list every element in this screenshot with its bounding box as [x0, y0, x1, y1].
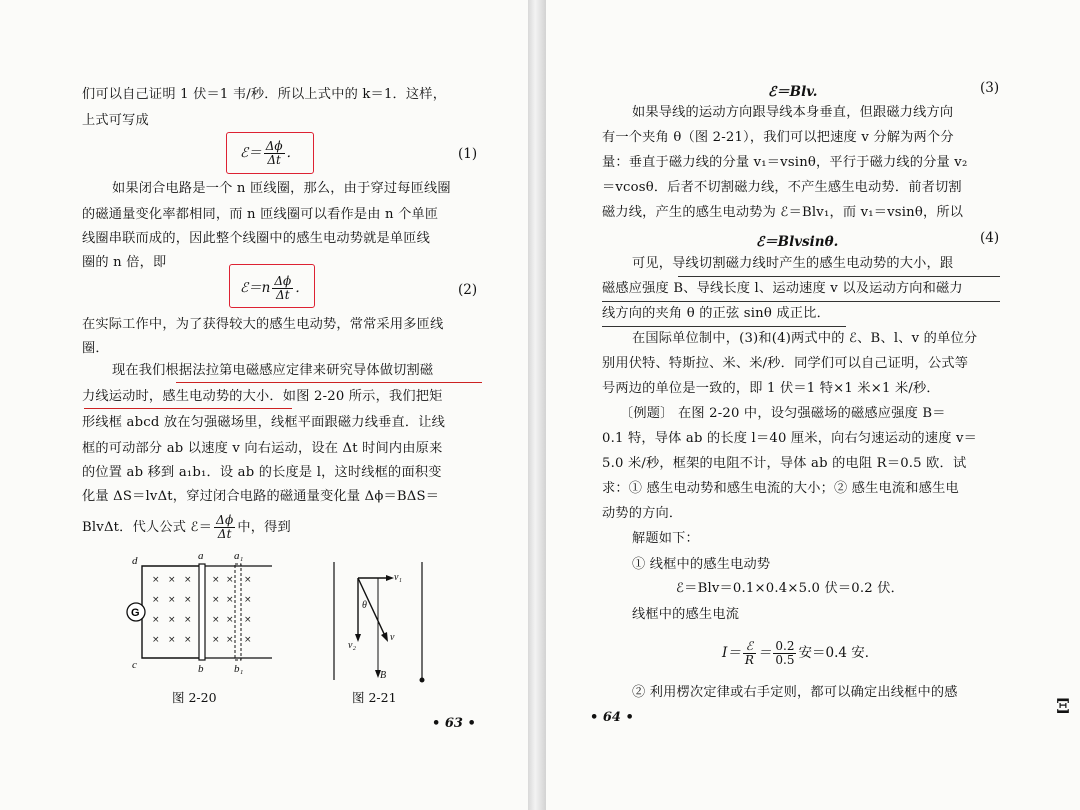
svg-text:×: × — [152, 615, 160, 625]
text-line: ＝vcosθ．后者不切割磁力线，不产生感生电动势．前者切割 — [602, 180, 962, 195]
text-line: 形线框 abcd 放在匀强磁场里，线框平面跟磁力线垂直．让线 — [82, 415, 446, 430]
page-number: • 63 • — [432, 716, 476, 731]
right-page — [546, 0, 1080, 810]
equation-label: (1) — [458, 146, 478, 162]
edge-mark: Ξ — [1056, 694, 1071, 718]
equation-label: (2) — [458, 282, 478, 298]
text-line: 5.0 米/秒，框架的电阻不计，导体 ab 的电阻 R＝0.5 欧．试 — [602, 456, 967, 471]
svg-text:×: × — [152, 595, 160, 605]
figure-2-21 — [328, 556, 438, 686]
text-line: BlvΔt．代人公式 ℰ＝ $\frac{\Delta\phi}{\Delta t}$ 中，得到 — [82, 513, 291, 541]
svg-text:×: × — [226, 635, 234, 645]
text-line: 上式可写成 — [82, 113, 149, 128]
svg-text:×: × — [184, 575, 192, 585]
figure-caption: 图 2-20 — [172, 690, 217, 705]
text-line: 号两边的单位是一致的，即 1 伏＝1 特×1 米×1 米/秒． — [602, 381, 940, 396]
svg-text:v₂: v₂ — [348, 640, 356, 651]
text-line: 0.1 特，导体 ab 的长度 l＝40 厘米，向右匀速运动的速度 v＝ — [602, 431, 978, 446]
svg-text:v₁: v₁ — [394, 572, 402, 583]
underline — [602, 301, 1000, 302]
text-line: 圈的 n 倍，即 — [82, 255, 167, 270]
svg-text:×: × — [212, 575, 220, 585]
svg-text:×: × — [184, 615, 192, 625]
text-line: 化量 ΔS＝lvΔt，穿过闭合电路的磁通量变化量 Δϕ＝BΔS＝ — [82, 489, 440, 504]
text-line: 在实际工作中，为了获得较大的感生电动势，常常采用多匝线 — [82, 317, 444, 332]
text-line: 求：① 感生电动势和感生电流的大小；② 感生电流和感生电 — [602, 481, 959, 496]
label-d: d — [132, 555, 138, 567]
text-line: 线框中的感生电流 — [632, 607, 740, 622]
label-b: b — [198, 663, 204, 675]
underline — [678, 276, 1000, 277]
equation-5: I＝ $\frac{\text{ℰ}}{R}$ ＝ $\frac{0.2}{0.5}$ 安＝0.4 安． — [722, 639, 879, 667]
equation-label: (3) — [980, 80, 1000, 96]
highlight-box — [226, 132, 314, 174]
text-line: ② 利用楞次定律或右手定则，都可以确定出线框中的感 — [632, 685, 958, 700]
svg-text:×: × — [226, 575, 234, 585]
svg-text:×: × — [184, 595, 192, 605]
page-number: • 64 • — [590, 710, 634, 725]
equation-4: ℰ＝Blvsinθ. — [756, 234, 839, 250]
figure-2-20 — [112, 548, 282, 678]
equation-label: (4) — [980, 230, 1000, 246]
text-line: 在国际单位制中，(3)和(4)两式中的 ℰ、B、l、v 的单位分 — [632, 331, 978, 346]
svg-text:×: × — [168, 615, 176, 625]
svg-text:×: × — [212, 595, 220, 605]
label-a: a — [198, 550, 204, 562]
svg-text:v: v — [390, 632, 395, 643]
text-line: 框的可动部分 ab 以速度 v 向右运动，设在 Δt 时间内由原来 — [82, 441, 443, 456]
text-line: 现在我们根据法拉第电磁感应定律来研究导体做切割磁 — [112, 363, 434, 378]
red-underline — [176, 382, 482, 383]
text-line: ① 线框中的感生电动势 — [632, 557, 771, 572]
text-line: 有一个夹角 θ（图 2-21），我们可以把速度 v 分解为两个分 — [602, 130, 954, 145]
svg-text:G: G — [131, 607, 140, 619]
label-a1: a₁ — [234, 550, 244, 562]
svg-text:θ: θ — [362, 600, 367, 611]
svg-text:×: × — [244, 595, 252, 605]
figure-caption: 图 2-21 — [352, 690, 397, 705]
text-line: 动势的方向． — [602, 506, 683, 521]
text-line: 磁感应强度 B、导线长度 l、运动速度 v 以及运动方向和磁力 — [602, 281, 963, 296]
text-line: 如果导线的运动方向跟导线本身垂直，但跟磁力线方向 — [632, 105, 954, 120]
svg-text:×: × — [184, 635, 192, 645]
text-line: 的磁通量变化率都相同，而 n 匝线圈可以看作是由 n 个单匝 — [82, 207, 439, 222]
svg-text:×: × — [244, 575, 252, 585]
svg-text:×: × — [244, 615, 252, 625]
text-line: 量：垂直于磁力线的分量 v₁＝vsinθ，平行于磁力线的分量 v₂ — [602, 155, 968, 170]
left-page — [0, 0, 528, 810]
svg-text:×: × — [212, 615, 220, 625]
text-line: ℰ＝Blv＝0.1×0.4×5.0 伏＝0.2 伏． — [676, 581, 905, 596]
text-line: 磁力线，产生的感生电动势为 ℰ＝Blv₁，而 v₁＝vsinθ，所以 — [602, 205, 964, 220]
underline — [602, 326, 846, 327]
text-line: 线圈串联而成的，因此整个线圈中的感生电动势就是单匝线 — [82, 231, 431, 246]
svg-text:×: × — [168, 635, 176, 645]
label-b1: b₁ — [234, 663, 244, 675]
svg-text:×: × — [152, 575, 160, 585]
text-line: 们可以自己证明 1 伏＝1 韦/秒．所以上式中的 k＝1．这样， — [82, 87, 447, 102]
svg-text:×: × — [168, 575, 176, 585]
svg-text:×: × — [152, 635, 160, 645]
text-line: 线方向的夹角 θ 的正弦 sinθ 成正比． — [602, 306, 830, 321]
text-line: 〔例题〕 在图 2-20 中，设匀强磁场的磁感应强度 B＝ — [620, 406, 946, 421]
equation-2: ℰ＝n $\frac{\Delta\phi}{\Delta t}$ ． — [240, 274, 309, 302]
svg-text:×: × — [226, 615, 234, 625]
svg-text:B: B — [380, 670, 387, 681]
text-line: 如果闭合电路是一个 n 匝线圈，那么，由于穿过每匝线圈 — [112, 181, 451, 196]
text-line: 的位置 ab 移到 a₁b₁．设 ab 的长度是 l，这时线框的面积变 — [82, 465, 442, 480]
text-line: 解题如下： — [632, 531, 699, 546]
svg-text:×: × — [226, 595, 234, 605]
text-line: 圈． — [82, 341, 109, 356]
equation-1: ℰ＝ $\frac{\Delta\phi}{\Delta t}$ ． — [240, 139, 301, 167]
equation-3: ℰ＝Blv. — [768, 84, 818, 100]
text-line: 别用伏特、特斯拉、米、米/秒．同学们可以自己证明，公式等 — [602, 356, 969, 371]
book-gutter — [528, 0, 546, 810]
svg-text:×: × — [212, 635, 220, 645]
svg-text:×: × — [244, 635, 252, 645]
svg-text:×: × — [168, 595, 176, 605]
text-line: 力线运动时，感生电动势的大小．如图 2-20 所示，我们把矩 — [82, 389, 443, 404]
highlight-box — [229, 264, 315, 308]
label-c: c — [132, 659, 137, 671]
text-line: 可见，导线切割磁力线时产生的感生电动势的大小，跟 — [632, 256, 954, 271]
red-underline — [84, 408, 292, 409]
